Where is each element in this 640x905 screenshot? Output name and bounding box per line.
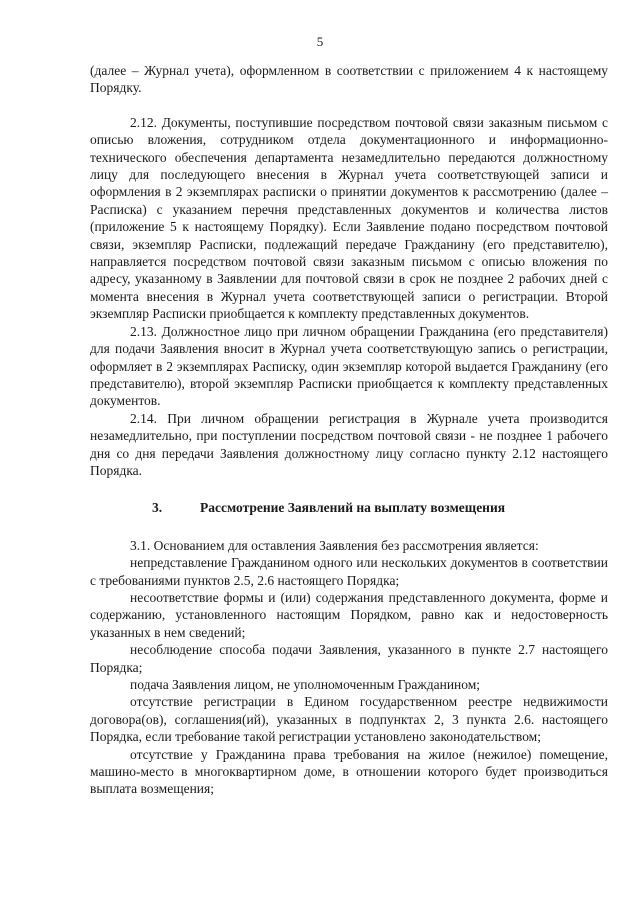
section-3-title: Рассмотрение Заявлений на выплату возмещения [200,500,506,516]
paragraph-continuation: (далее – Журнал учета), оформленном в соответствии с приложением 4 к настоящему Порядку. [90,63,608,96]
ground-item: несоблюдение способа подачи Заявления, указанного в пункте 2.7 настоящего Порядка; [90,642,608,675]
ground-item: отсутствие регистрации в Едином государственном реестре недвижимости договора(ов), соглашения(ий), указанных в подпунктах 2, 3 пункта 2.6. настоящего Порядка, если требование такой регистрации установлено законодательством; [90,694,608,745]
paragraph-2-14: 2.14. При личном обращении регистрация в Журнале учета производится незамедлительно, при поступлении посредством почтовой связи - не позднее 1 рабочего дня со дня передачи Заявления должностному лицу согласно пункту 2.12 настоящего Порядка. [90,410,608,478]
ground-item: подача Заявления лицом, не уполномоченным Гражданином; [130,677,481,692]
page-number: 5 [316,34,324,49]
paragraph-2-13: 2.13. Должностное лицо при личном обращении Гражданина (его представителя) для подачи Заявления вносит в Журнал учета соответствующую запись о регистрации, оформляет в 2 экземплярах Расписку, один экземпляр которой выдается Гражданину (его представителю), второй экземпляр Расписки приобщается к комплекту представленных документов. [90,323,608,409]
paragraph-2-12: 2.12. Документы, поступившие посредством почтовой связи заказным письмом с описью вложения, сотрудником отдела документационного и информационно-технического обеспечения департамента незамедлительно передаются должностному лицу для последующего внесения в Журнал учета соответствующей записи и оформления в 2 экземплярах расписки о принятии документов к рассмотрению (далее – Расписка) с указанием перечня представленных документов и количества листов (приложение 5 к настоящему Порядку). Если Заявление подано посредством почтовой связи, экземпляр Расписки, подлежащий передаче Гражданину (его представителю), направляется посредством почтовой связи заказным письмом с описью вложения по адресу, указанному в Заявлении для почтовой связи в срок не позднее 2 рабочих дней с момента внесения в Журнал учета соответствующей записи о регистрации. Второй экземпляр Расписки приобщается к комплекту представленных документов. [90,114,608,322]
paragraph-3-1: 3.1. Основанием для оставления Заявления без рассмотрения является: [130,537,539,553]
ground-item: непредставление Гражданином одного или нескольких документов в соответствии с требованиями пунктов 2.5, 2.6 настоящего Порядка; [90,555,608,588]
section-3-number: 3. [152,500,163,516]
ground-item: отсутствие у Гражданина права требования на жилое (нежилое) помещение, машино-место в многоквартирном доме, в отношении которого будет производиться выплата возмещения; [90,746,608,797]
document-body [90,62,608,798]
section-3-heading [90,499,608,516]
ground-item: несоответствие формы и (или) содержания представленного документа, форме и содержанию, установленного настоящим Порядком, равно как и недостоверность указанных в нем сведений; [90,589,608,640]
